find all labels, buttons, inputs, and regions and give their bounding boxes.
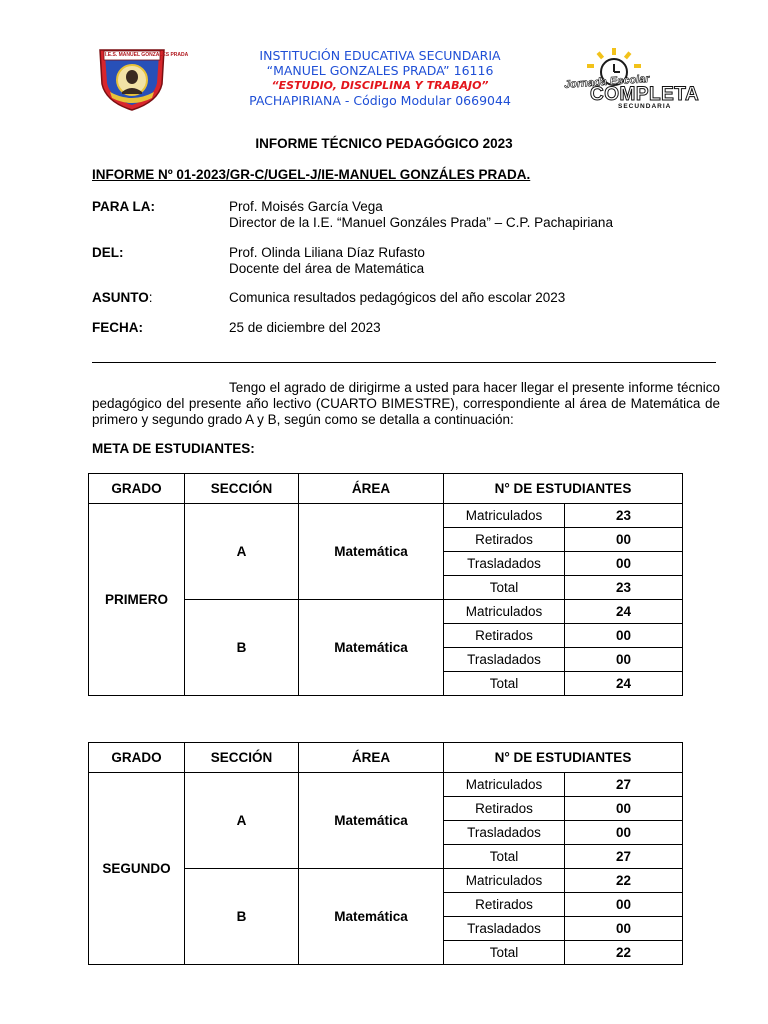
del-label: DEL: (92, 245, 124, 260)
para-position: Director de la I.E. “Manuel Gonzáles Prada” – C.P. Pachapiriana (229, 215, 613, 230)
para-label: PARA LA: (92, 199, 155, 214)
value-trasladados: 00 (565, 648, 683, 672)
area-cell: Matemática (299, 600, 444, 696)
row-label-total: Total (444, 845, 565, 869)
table-header-row (89, 743, 683, 773)
meta-heading: META DE ESTUDIANTES: (92, 441, 255, 456)
grado-cell: SEGUNDO (89, 773, 185, 965)
seccion-cell: A (185, 773, 299, 869)
header-grado: GRADO (89, 743, 185, 773)
value-matriculados: 23 (565, 504, 683, 528)
row-label-retirados: Retirados (444, 528, 565, 552)
asunto-value: Comunica resultados pedagógicos del año escolar 2023 (229, 290, 566, 305)
institution-block (180, 48, 580, 108)
row-label-matriculados: Matriculados (444, 504, 565, 528)
seccion-cell: A (185, 504, 299, 600)
document-title: INFORME TÉCNICO PEDAGÓGICO 2023 (255, 136, 513, 151)
value-total: 27 (565, 845, 683, 869)
area-cell: Matemática (299, 504, 444, 600)
table-row (89, 773, 683, 797)
institution-code: PACHAPIRIANA - Código Modular 0669044 (249, 93, 511, 108)
para-value (229, 199, 613, 231)
row-label-matriculados: Matriculados (444, 600, 565, 624)
grado-cell: PRIMERO (89, 504, 185, 696)
area-cell: Matemática (299, 869, 444, 965)
row-label-total: Total (444, 672, 565, 696)
row-label-retirados: Retirados (444, 624, 565, 648)
row-label-total: Total (444, 941, 565, 965)
value-total: 22 (565, 941, 683, 965)
para-name: Prof. Moisés García Vega (229, 199, 383, 214)
del-name: Prof. Olinda Liliana Díaz Rufasto (229, 245, 425, 260)
header-estudiantes: N° DE ESTUDIANTES (444, 474, 683, 504)
value-matriculados: 24 (565, 600, 683, 624)
row-label-retirados: Retirados (444, 797, 565, 821)
institution-name: INSTITUCIÓN EDUCATIVA SECUNDARIA (259, 48, 501, 63)
school-crest-label: I.E.S. MANUEL GONZALES PRADA (105, 52, 189, 58)
institution-motto: “ESTUDIO, DISCIPLINA Y TRABAJO” (271, 79, 489, 92)
header-area: ÁREA (299, 474, 444, 504)
row-label-total: Total (444, 576, 565, 600)
table-header-row (89, 474, 683, 504)
value-trasladados: 00 (565, 917, 683, 941)
jec-logo-main: COMPLETA (590, 84, 700, 105)
value-total: 24 (565, 672, 683, 696)
jec-logo (560, 46, 700, 112)
separator-line (92, 362, 716, 363)
jec-logo-top: Jornada Escolar (563, 73, 650, 91)
row-label-retirados: Retirados (444, 893, 565, 917)
fecha-label: FECHA: (92, 320, 143, 335)
report-number: INFORME Nº 01-2023/GR-C/UGEL-J/IE-MANUEL GONZÁLES PRADA. (92, 167, 531, 182)
asunto-label-text: ASUNTO (92, 290, 149, 305)
row-label-trasladados: Trasladados (444, 821, 565, 845)
school-crest-logo (96, 44, 189, 112)
value-retirados: 00 (565, 624, 683, 648)
value-matriculados: 27 (565, 773, 683, 797)
seccion-cell: B (185, 869, 299, 965)
fecha-value: 25 de diciembre del 2023 (229, 320, 381, 335)
del-position: Docente del área de Matemática (229, 261, 425, 276)
value-trasladados: 00 (565, 821, 683, 845)
seccion-cell: B (185, 600, 299, 696)
header-seccion: SECCIÓN (185, 474, 299, 504)
header-seccion: SECCIÓN (185, 743, 299, 773)
header-area: ÁREA (299, 743, 444, 773)
asunto-colon: : (148, 290, 153, 305)
students-table-segundo (88, 742, 683, 965)
header-grado: GRADO (89, 474, 185, 504)
row-label-matriculados: Matriculados (444, 773, 565, 797)
institution-school: “MANUEL GONZALES PRADA” 16116 (266, 63, 494, 78)
row-label-trasladados: Trasladados (444, 917, 565, 941)
value-total: 23 (565, 576, 683, 600)
row-label-matriculados: Matriculados (444, 869, 565, 893)
value-retirados: 00 (565, 797, 683, 821)
header-estudiantes: N° DE ESTUDIANTES (444, 743, 683, 773)
value-retirados: 00 (565, 893, 683, 917)
area-cell: Matemática (299, 773, 444, 869)
value-matriculados: 22 (565, 869, 683, 893)
intro-paragraph: Tengo el agrado de dirigirme a usted para hacer llegar el presente informe técnico pedagógico del presente año lectivo (CUARTO BIMESTRE), correspondiente al área de Matemática de primero y segundo grado A y B, según como se detalla a continuación: (92, 380, 720, 427)
del-value (229, 245, 425, 277)
asunto-label (92, 290, 153, 305)
students-table-primero (88, 473, 683, 696)
value-retirados: 00 (565, 528, 683, 552)
row-label-trasladados: Trasladados (444, 552, 565, 576)
row-label-trasladados: Trasladados (444, 648, 565, 672)
table-row (89, 504, 683, 528)
value-trasladados: 00 (565, 552, 683, 576)
jec-logo-sub: SECUNDARIA (618, 103, 672, 110)
